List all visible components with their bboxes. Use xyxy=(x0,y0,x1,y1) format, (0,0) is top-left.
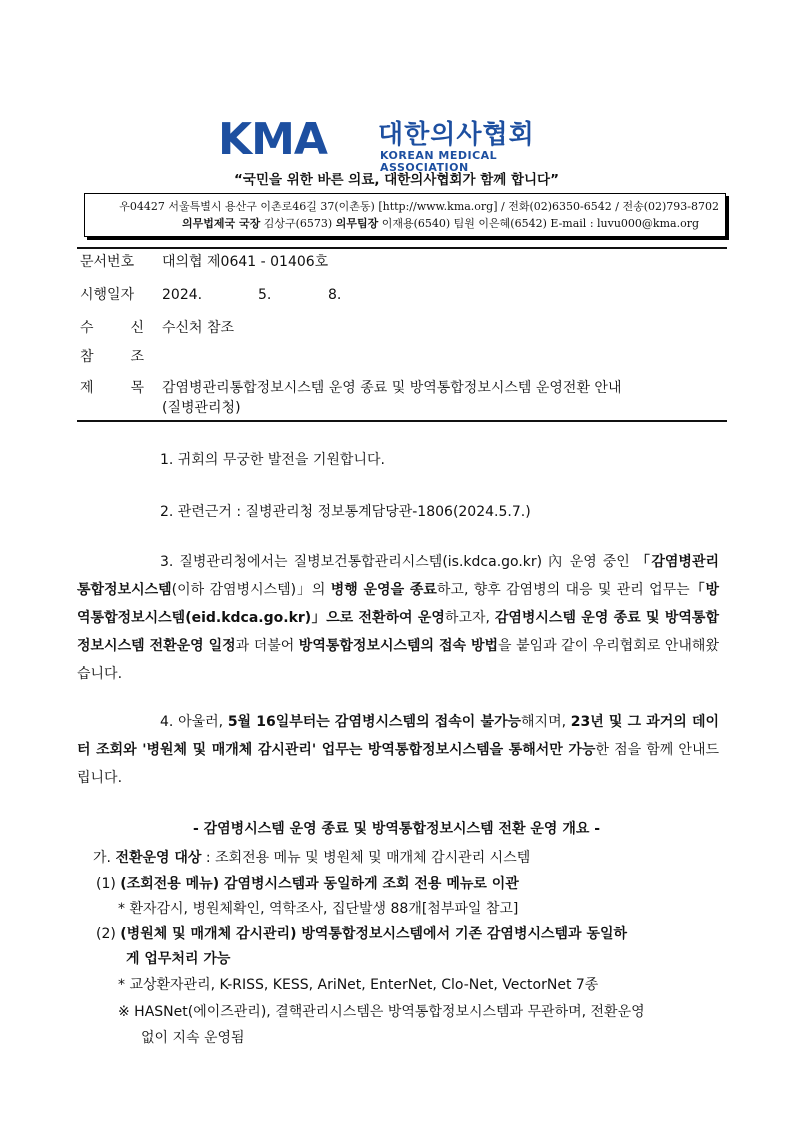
p3-text-a: 3. 질병관리청에서는 질병보건통합관리시스템(is.kdca.go.kr) 內 운영 중인 xyxy=(160,554,636,570)
p3-bold-end: 병행 운영을 종료 xyxy=(330,582,437,598)
reference-label-char1: 참 xyxy=(80,349,94,365)
recipient-label-char2: 신 xyxy=(130,320,144,336)
meta-divider xyxy=(77,420,727,422)
manager-label: 의무팀장 xyxy=(335,217,379,230)
header-divider xyxy=(77,247,727,249)
paragraph-4 xyxy=(77,708,719,792)
subject-line-1: 감염병관리통합정보시스템 운영 종료 및 방역통합정보시스템 운영전환 안내 xyxy=(162,380,622,396)
ga-rest: : 조회전용 메뉴 및 병원체 및 매개체 감시관리 시스템 xyxy=(201,850,531,866)
reference-label xyxy=(80,347,144,367)
paragraph-3 xyxy=(77,548,719,688)
p3-text-i: 과 더불어 xyxy=(235,638,299,654)
subject-line-2: (질병관리청) xyxy=(162,400,241,416)
p3-text-e: 하고, 향후 감염병의 대응 및 관리 업무는 xyxy=(436,582,690,598)
p3-bold-system: 「감염병관리통합정보시스템 xyxy=(77,554,719,598)
item2-num: (2) xyxy=(96,926,121,942)
paragraph-2: 2. 관련근거 : 질병관리청 정보통계담당관-1806(2024.5.7.) xyxy=(160,504,531,520)
overview-item-2-cont xyxy=(126,946,230,972)
overview-item-1-sub: * 환자감시, 병원체확인, 역학조사, 집단발생 88개[첨부파일 참고] xyxy=(118,901,519,917)
doc-no-value: 대의협 제0641 - 01406호 xyxy=(162,254,329,270)
subject-label-char2: 목 xyxy=(130,380,144,396)
director-name: 김상구(6573) xyxy=(263,217,333,230)
subject-label xyxy=(80,378,144,398)
date-label: 시행일자 xyxy=(80,287,135,303)
p3-bold-access: 방역통합정보시스템의 접속 방법 xyxy=(298,638,499,654)
p3-bold-schedule: 감염병시스템 운영 종료 및 방역통합정보시스템 전환운영 일정 xyxy=(77,610,719,654)
subject-label-char1: 제 xyxy=(80,380,94,396)
logo-korean-name: 대한의사협회 xyxy=(378,120,535,150)
overview-note-line2: 없이 지속 운영됨 xyxy=(141,1030,245,1046)
slogan: “국민을 위한 바른 의료, 대한의사협회가 함께 합니다” xyxy=(234,172,559,188)
p4-text-e: 한 점을 함께 안내드립니다. xyxy=(77,742,719,786)
date-year: 2024. xyxy=(162,287,203,303)
p4-bold-data: 23년 및 그 과거의 데이터 조회와 '병원체 및 매개체 감시관리' 업무는 방역통합정보시스템을 통해서만 가능 xyxy=(77,714,720,758)
date-month: 5. xyxy=(258,287,272,303)
paragraph-1: 1. 귀회의 무궁한 발전을 기원합니다. xyxy=(160,452,385,468)
contact-staff xyxy=(182,215,699,231)
p3-text-g: 하고자, xyxy=(444,610,495,626)
overview-item-2-sub: * 교상환자관리, K-RISS, KESS, AriNet, EnterNet, Clo-Net, VectorNet 7종 xyxy=(118,977,599,993)
p3-bold-transition: 「방역통합정보시스템(eid.kdca.go.kr)」으로 전환하여 운영 xyxy=(77,582,719,626)
overview-title: - 감염병시스템 운영 종료 및 방역통합정보시스템 전환 운영 개요 - xyxy=(192,821,601,837)
p4-text-c: 해지며, xyxy=(521,714,571,730)
overview-item-ga xyxy=(93,845,530,871)
recipient-label-char1: 수 xyxy=(80,320,94,336)
manager-staff: 이재용(6540) 팀원 이은혜(6542) E-mail : luvu000@kma.org xyxy=(381,217,699,230)
p3-text-k: 을 붙임과 같이 우리협회로 안내해왔습니다. xyxy=(77,638,719,682)
director-label: 의무법제국 국장 xyxy=(182,217,261,230)
item1-bold: (조회전용 메뉴) 감염병시스템과 동일하게 조회 전용 메뉴로 이관 xyxy=(120,876,519,892)
reference-label-char2: 조 xyxy=(130,349,144,365)
doc-no-label: 문서번호 xyxy=(80,254,135,270)
p3-text-c: (이하 감염병시스템)」의 xyxy=(171,582,331,598)
overview-note-line1: ※ HASNet(에이즈관리), 결핵관리시스템은 방역통합정보시스템과 무관하며, 전환운영 xyxy=(118,1004,645,1020)
p4-bold-date: 5월 16일부터는 감염병시스템의 접속이 불가능 xyxy=(227,714,522,730)
item2-bold-line1: (병원체 및 매개체 감시관리) 방역통합정보시스템에서 기존 감염병시스템과 동일하 xyxy=(120,926,628,942)
logo-english-name: KOREAN MEDICAL ASSOCIATION xyxy=(380,149,498,174)
item2-bold-line2: 게 업무처리 가능 xyxy=(126,951,231,967)
overview-item-1 xyxy=(96,871,519,897)
kma-logo xyxy=(218,114,572,174)
overview-item-2 xyxy=(96,921,627,947)
date-day: 8. xyxy=(328,287,342,303)
item1-num: (1) xyxy=(96,876,121,892)
recipient-label xyxy=(80,318,144,338)
p4-text-a: 4. 아울러, xyxy=(160,714,228,730)
logo-kma-wordmark: KMA xyxy=(218,114,327,165)
contact-address: 우04427 서울특별시 용산구 이촌로46길 37(이촌동) [http://www.kma.org] / 전화(02)6350-6542 / 전송(02)793-8702 xyxy=(119,200,719,213)
ga-bold: 전환운영 대상 xyxy=(115,850,202,866)
contact-box xyxy=(84,193,726,237)
recipient-value: 수신처 참조 xyxy=(162,320,235,336)
ga-prefix: 가. xyxy=(93,850,116,866)
